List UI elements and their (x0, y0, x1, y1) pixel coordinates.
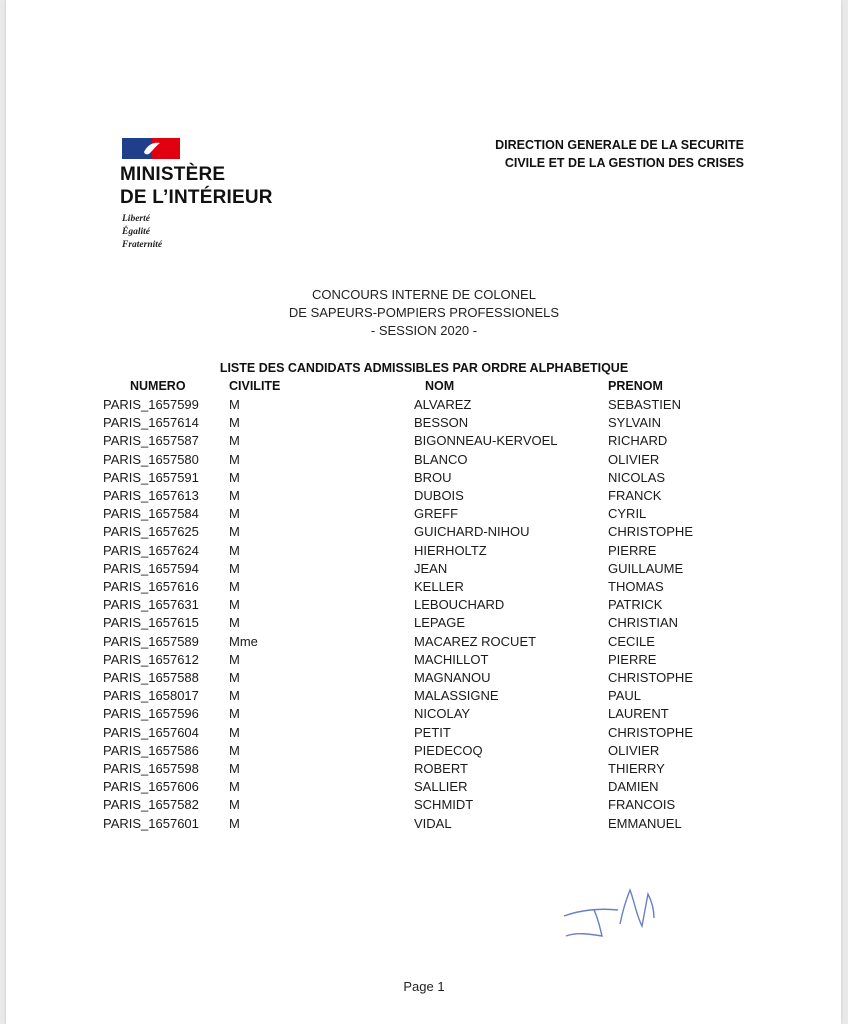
cell-civilite: M (229, 433, 240, 449)
ministry-name-line1: MINISTÈRE (120, 164, 226, 185)
cell-prenom: CYRIL (608, 506, 647, 522)
cell-civilite: M (229, 688, 240, 704)
cell-civilite: M (229, 670, 240, 685)
cell-nom: ALVAREZ (414, 397, 472, 412)
cell-nom: NICOLAY (414, 706, 471, 722)
cell-numero: PARIS_1657584 (103, 506, 199, 522)
cell-civilite: M (229, 560, 240, 576)
cell-numero: PARIS_1657586 (103, 742, 199, 758)
cell-nom: JEAN (414, 560, 448, 576)
cell-nom: GREFF (414, 506, 459, 522)
cell-prenom: THOMAS (608, 579, 664, 594)
cell-numero: PARIS_1657596 (103, 706, 199, 722)
cell-numero: PARIS_1657589 (103, 633, 199, 649)
cell-numero: PARIS_1657598 (103, 761, 199, 776)
cell-civilite: M (229, 506, 240, 522)
contest-session: - SESSION 2020 - (370, 323, 478, 338)
table-row (0, 524, 848, 542)
cell-nom: BROU (414, 469, 452, 485)
cell-numero: PARIS_1657599 (103, 397, 199, 412)
header-numero: NUMERO (130, 379, 186, 393)
table-row (0, 615, 848, 633)
cell-prenom: CHRISTOPHE (608, 670, 693, 685)
cell-civilite: M (229, 451, 240, 467)
cell-nom: MAGNANOU (414, 670, 491, 685)
table-row (0, 597, 848, 615)
cell-numero: PARIS_1657604 (103, 724, 199, 740)
motto-fraternite: Fraternité (122, 240, 163, 250)
cell-numero: PARIS_1658017 (103, 688, 199, 704)
cell-numero: PARIS_1657588 (103, 670, 199, 685)
cell-prenom: PIERRE (608, 651, 657, 667)
cell-numero: PARIS_1657587 (103, 433, 199, 449)
cell-civilite: M (229, 779, 240, 795)
cell-numero: PARIS_1657616 (103, 579, 199, 594)
cell-civilite: M (229, 724, 240, 740)
cell-prenom: CHRISTIAN (608, 615, 679, 631)
cell-prenom: RICHARD (608, 433, 668, 449)
cell-nom: MACHILLOT (414, 651, 489, 667)
cell-nom: LEBOUCHARD (414, 597, 505, 613)
cell-nom: PETIT (414, 724, 451, 740)
cell-prenom: NICOLAS (608, 469, 666, 485)
cell-nom: ROBERT (414, 761, 468, 776)
cell-civilite: M (229, 761, 240, 776)
header-civilite: CIVILITE (229, 379, 281, 393)
ministry-name-line2: DE L’INTÉRIEUR (120, 187, 273, 208)
motto-liberte: Liberté (122, 214, 150, 224)
table-row (0, 652, 848, 670)
cell-nom: LEPAGE (414, 615, 466, 631)
cell-prenom: DAMIEN (608, 779, 659, 795)
table-row (0, 797, 848, 815)
header-nom: NOM (425, 379, 455, 393)
direction-line1: DIRECTION GENERALE DE LA SECURITE (495, 138, 744, 152)
cell-numero: PARIS_1657612 (103, 651, 199, 667)
cell-prenom: THIERRY (608, 761, 665, 776)
cell-numero: PARIS_1657594 (103, 560, 199, 576)
cell-nom: MACAREZ ROCUET (414, 633, 537, 649)
cell-nom: HIERHOLTZ (414, 542, 487, 558)
cell-civilite: M (229, 469, 240, 485)
cell-nom: GUICHARD-NIHOU (414, 524, 530, 540)
cell-numero: PARIS_1657580 (103, 451, 199, 467)
cell-prenom: PAUL (608, 688, 641, 704)
cell-prenom: SYLVAIN (608, 415, 661, 431)
table-row (0, 452, 848, 470)
direction-line2: CIVILE ET DE LA GESTION DES CRISES (504, 156, 744, 170)
cell-prenom: SEBASTIEN (608, 397, 681, 412)
cell-civilite: M (229, 488, 240, 503)
table-row (0, 743, 848, 761)
cell-civilite: M (229, 397, 240, 412)
cell-numero: PARIS_1657606 (103, 779, 199, 795)
cell-nom: BESSON (414, 415, 469, 431)
cell-prenom: CECILE (608, 633, 655, 649)
cell-nom: KELLER (414, 579, 464, 594)
cell-prenom: EMMANUEL (608, 815, 682, 831)
cell-prenom: FRANCOIS (608, 797, 676, 813)
cell-civilite: M (229, 579, 240, 594)
cell-civilite: M (229, 706, 240, 722)
cell-prenom: PIERRE (608, 542, 657, 558)
cell-prenom: OLIVIER (608, 742, 660, 758)
contest-title-line1: CONCOURS INTERNE DE COLONEL (312, 287, 536, 302)
table-row (0, 488, 848, 506)
cell-numero: PARIS_1657631 (103, 597, 199, 613)
table-row (0, 579, 848, 597)
cell-numero: PARIS_1657582 (103, 797, 199, 813)
cell-civilite: M (229, 797, 240, 813)
cell-prenom: FRANCK (608, 488, 662, 503)
table-row (0, 561, 848, 579)
cell-nom: BIGONNEAU-KERVOEL (414, 433, 558, 449)
cell-numero: PARIS_1657591 (103, 469, 199, 485)
table-row (0, 634, 848, 652)
cell-numero: PARIS_1657601 (103, 815, 199, 831)
cell-civilite: M (229, 542, 240, 558)
motto-egalite: Égalité (122, 227, 150, 237)
list-title: LISTE DES CANDIDATS ADMISSIBLES PAR ORDRE ALPHABETIQUE (219, 361, 629, 375)
table-row (0, 725, 848, 743)
cell-prenom: CHRISTOPHE (608, 724, 693, 740)
table-row (0, 816, 848, 834)
cell-numero: PARIS_1657614 (103, 415, 199, 431)
table-row (0, 415, 848, 433)
handwritten-signature-icon (560, 880, 660, 940)
table-row (0, 470, 848, 488)
cell-civilite: M (229, 742, 240, 758)
cell-civilite: M (229, 615, 240, 631)
cell-civilite: M (229, 415, 240, 431)
cell-civilite: M (229, 524, 240, 540)
marianne-logo-flag (122, 138, 180, 159)
cell-civilite: M (229, 651, 240, 667)
contest-title-line2: DE SAPEURS-POMPIERS PROFESSIONELS (288, 305, 560, 320)
cell-prenom: PATRICK (608, 597, 663, 613)
cell-nom: SCHMIDT (414, 797, 474, 813)
cell-numero: PARIS_1657613 (103, 488, 199, 503)
cell-numero: PARIS_1657624 (103, 542, 199, 558)
table-row (0, 397, 848, 415)
cell-nom: BLANCO (414, 451, 468, 467)
table-row (0, 761, 848, 779)
cell-civilite: M (229, 815, 240, 831)
table-row (0, 688, 848, 706)
table-row (0, 543, 848, 561)
cell-prenom: CHRISTOPHE (608, 524, 693, 540)
cell-nom: MALASSIGNE (414, 688, 499, 704)
cell-nom: DUBOIS (414, 488, 464, 503)
cell-prenom: OLIVIER (608, 451, 660, 467)
header-prenom: PRENOM (608, 379, 663, 393)
table-row (0, 506, 848, 524)
cell-civilite: Mme (229, 633, 258, 649)
cell-prenom: LAURENT (608, 706, 669, 722)
cell-numero: PARIS_1657615 (103, 615, 199, 631)
cell-nom: PIEDECOQ (414, 742, 483, 758)
table-row (0, 706, 848, 724)
cell-civilite: M (229, 597, 240, 613)
cell-nom: SALLIER (414, 779, 468, 795)
table-row (0, 433, 848, 451)
cell-prenom: GUILLAUME (608, 560, 684, 576)
page-number: Page 1 (403, 979, 445, 994)
table-row (0, 779, 848, 797)
table-row (0, 670, 848, 688)
cell-nom: VIDAL (414, 815, 452, 831)
cell-numero: PARIS_1657625 (103, 524, 199, 540)
